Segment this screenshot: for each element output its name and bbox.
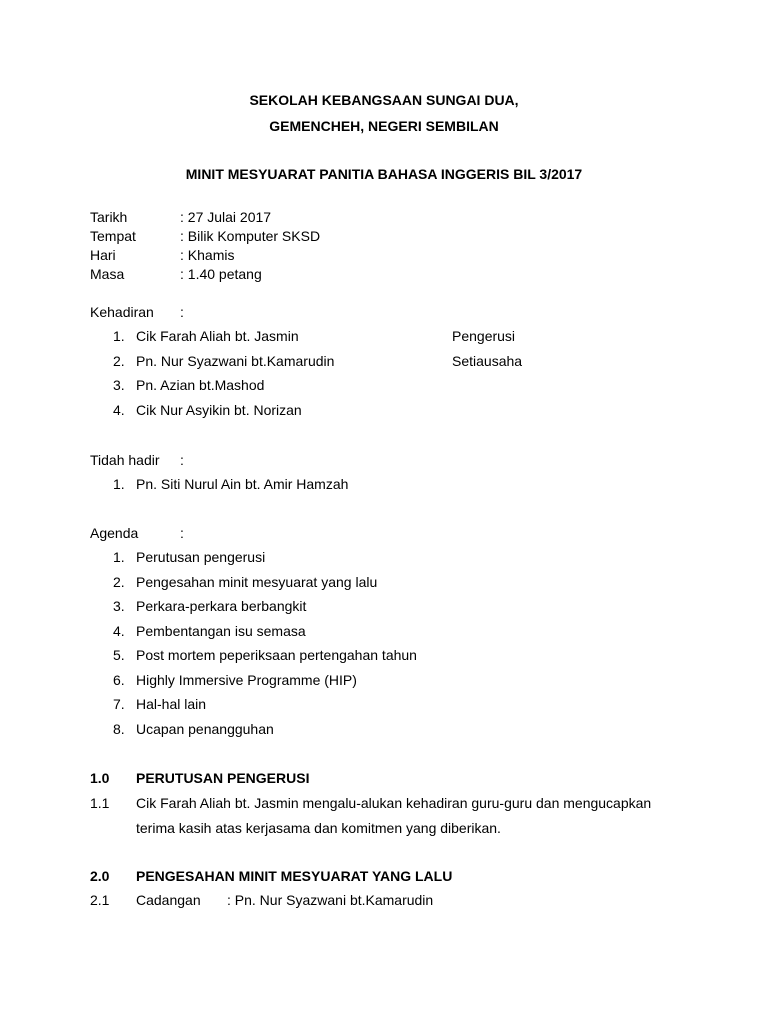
detail-value-place: : Bilik Komputer SKSD — [180, 228, 321, 244]
attendance-label: Kehadiran — [90, 304, 154, 320]
absent-number: 1. — [113, 476, 125, 492]
attendance-colon: : — [180, 304, 184, 320]
agenda-number: 2. — [113, 574, 125, 590]
agenda-number: 8. — [113, 721, 125, 737]
section-item-text: Cik Farah Aliah bt. Jasmin mengalu-alukan kehadiran guru-guru dan mengucapkan — [136, 795, 652, 811]
detail-label-place: Tempat — [90, 228, 136, 244]
attendance-role: Setiausaha — [452, 353, 523, 369]
school-name-line2: GEMENCHEH, NEGERI SEMBILAN — [269, 118, 499, 134]
detail-value-time: : 1.40 petang — [180, 266, 262, 282]
agenda-number: 6. — [113, 672, 125, 688]
detail-label-date: Tarikh — [90, 209, 128, 225]
attendance-name: Cik Farah Aliah bt. Jasmin — [136, 328, 299, 344]
absent-colon: : — [180, 452, 184, 468]
agenda-item: Perutusan pengerusi — [136, 549, 266, 565]
detail-value-day: : Khamis — [180, 247, 235, 263]
absent-name: Pn. Siti Nurul Ain bt. Amir Hamzah — [136, 476, 349, 492]
attendance-name: Pn. Azian bt.Mashod — [136, 377, 265, 393]
attendance-number: 2. — [113, 353, 125, 369]
agenda-number: 3. — [113, 598, 125, 614]
attendance-role: Pengerusi — [452, 328, 516, 344]
attendance-number: 3. — [113, 377, 125, 393]
agenda-number: 1. — [113, 549, 125, 565]
section-item-number: 1.1 — [90, 795, 110, 811]
agenda-item: Perkara-perkara berbangkit — [136, 598, 307, 614]
section-item-label: Cadangan — [136, 892, 201, 908]
school-name-line1: SEKOLAH KEBANGSAAN SUNGAI DUA, — [249, 92, 519, 108]
agenda-number: 7. — [113, 696, 125, 712]
agenda-item: Post mortem peperiksaan pertengahan tahun — [136, 647, 417, 663]
agenda-colon: : — [180, 525, 184, 541]
section-item-value: : Pn. Nur Syazwani bt.Kamarudin — [227, 892, 434, 908]
detail-label-time: Masa — [90, 266, 125, 282]
minutes-title: MINIT MESYUARAT PANITIA BAHASA INGGERIS BIL 3/2017 — [185, 166, 583, 182]
section-title: PENGESAHAN MINIT MESYUARAT YANG LALU — [136, 868, 453, 884]
attendance-name: Pn. Nur Syazwani bt.Kamarudin — [136, 353, 335, 369]
agenda-item: Highly Immersive Programme (HIP) — [136, 672, 357, 688]
agenda-item: Pengesahan minit mesyuarat yang lalu — [136, 574, 378, 590]
detail-value-date: : 27 Julai 2017 — [180, 209, 272, 225]
attendance-number: 4. — [113, 402, 125, 418]
agenda-label: Agenda — [90, 525, 139, 541]
section-item-number: 2.1 — [90, 892, 110, 908]
detail-label-day: Hari — [90, 247, 116, 263]
agenda-number: 4. — [113, 623, 125, 639]
agenda-item: Pembentangan isu semasa — [136, 623, 306, 639]
section-item-text-continued: terima kasih atas kerjasama dan komitmen yang diberikan. — [136, 820, 501, 836]
absent-label: Tidah hadir — [90, 452, 160, 468]
attendance-name: Cik Nur Asyikin bt. Norizan — [136, 402, 302, 418]
section-title: PERUTUSAN PENGERUSI — [136, 770, 310, 786]
agenda-item: Hal-hal lain — [136, 696, 207, 712]
section-number: 2.0 — [90, 868, 110, 884]
section-number: 1.0 — [90, 770, 110, 786]
agenda-item: Ucapan penangguhan — [136, 721, 274, 737]
agenda-number: 5. — [113, 647, 125, 663]
attendance-number: 1. — [113, 328, 125, 344]
